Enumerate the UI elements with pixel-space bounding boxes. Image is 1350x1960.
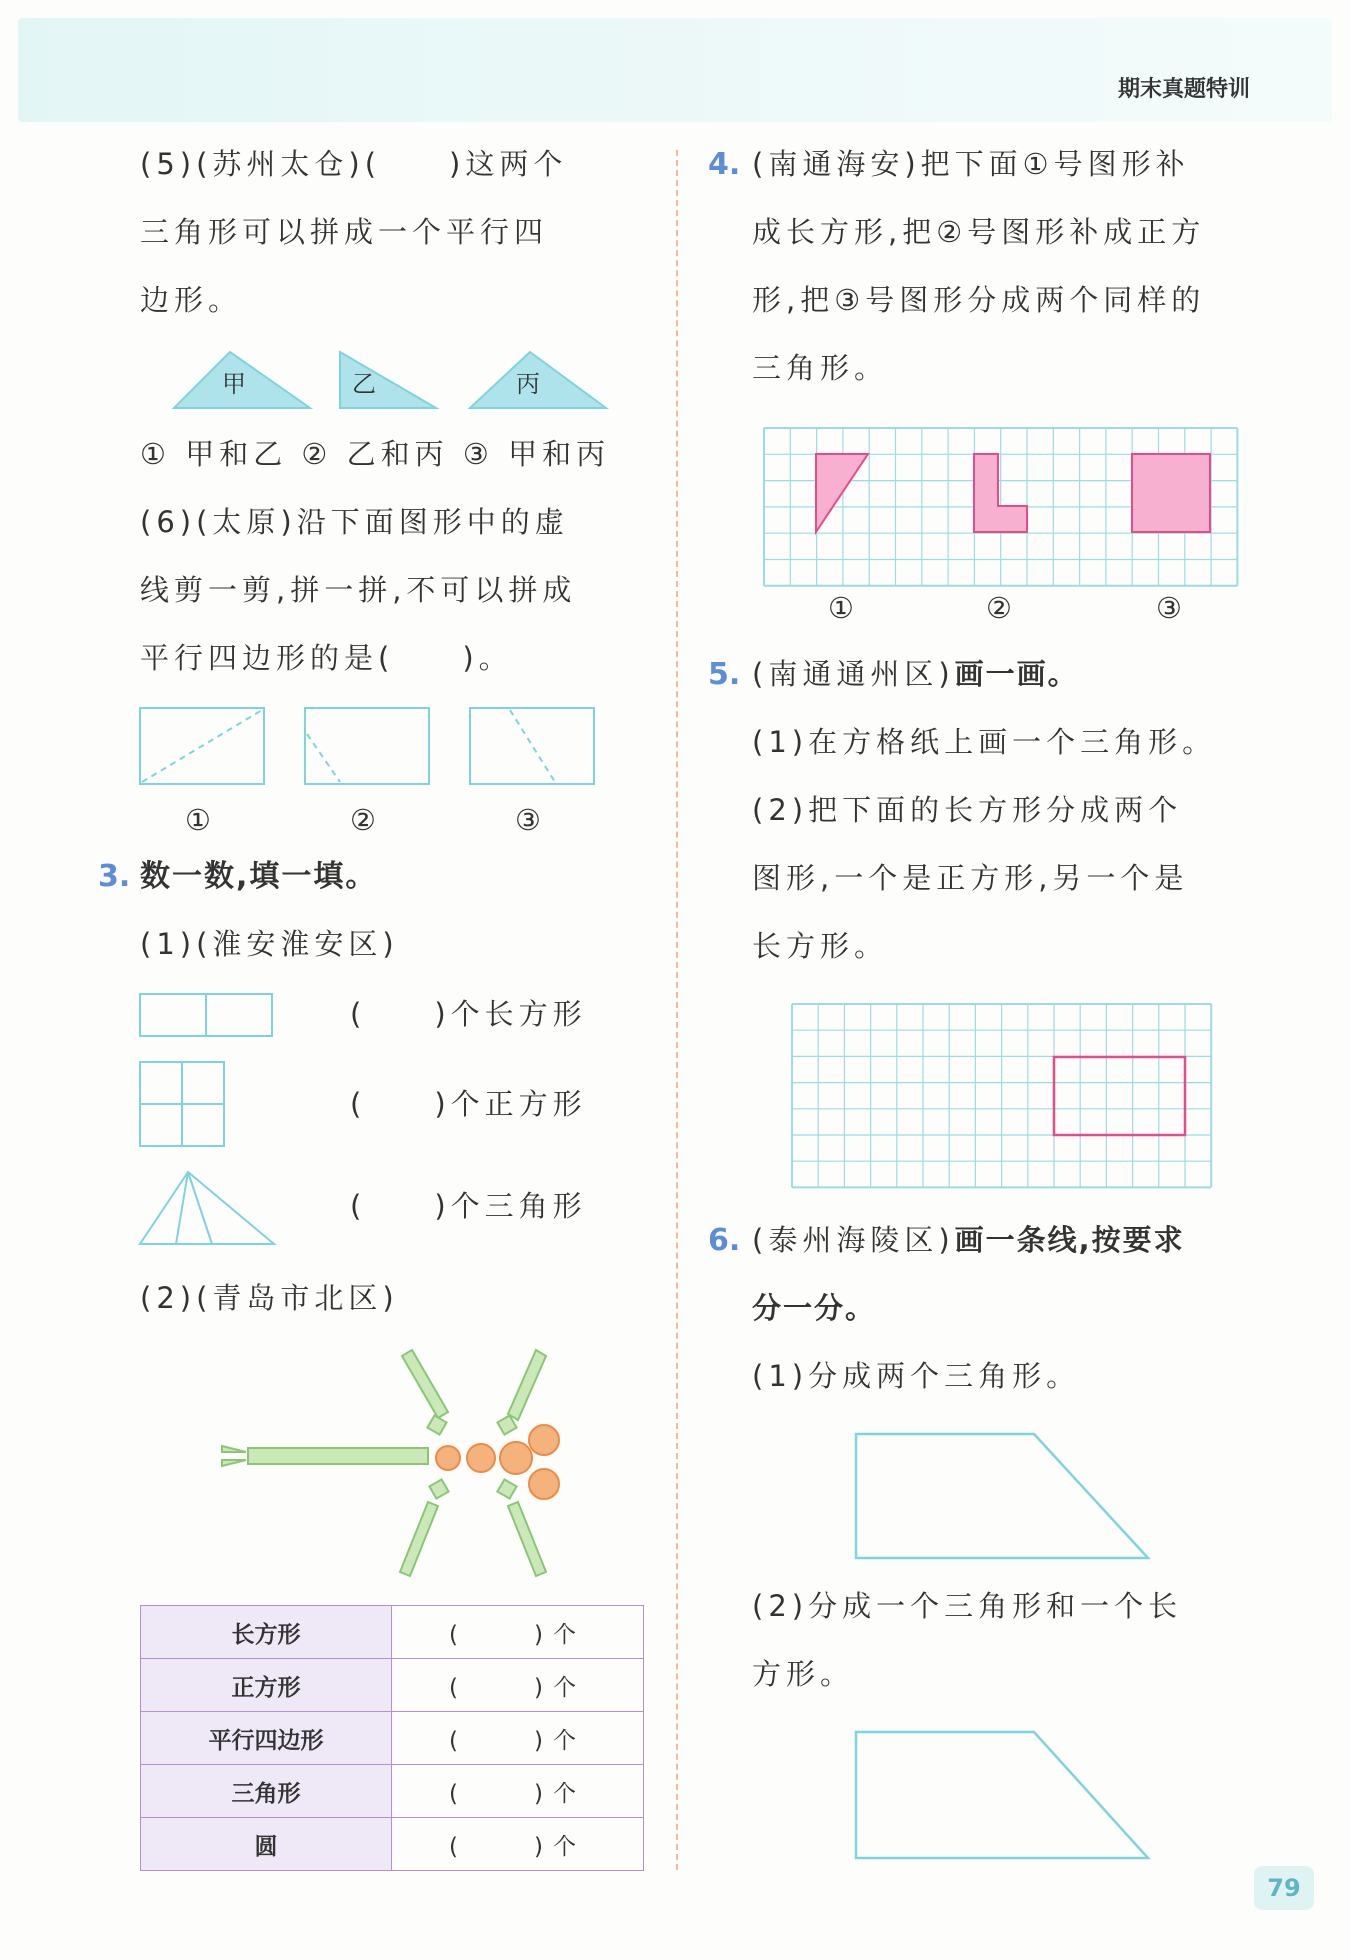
q6r-sub2-line-1: (2)分成一个三角形和一个长	[752, 1589, 1183, 1623]
q5-line-2: 三角形可以拼成一个平行四	[140, 215, 549, 249]
q3-title: 数一数,填一填。	[140, 859, 378, 894]
q5r-line-4: 长方形。	[752, 929, 889, 963]
q4-label-3: ③	[1156, 591, 1187, 625]
q5-line-3: 边形。	[140, 283, 243, 317]
header-band	[18, 18, 1332, 122]
q6r-title-bold: 画一条线,按要求	[954, 1223, 1185, 1257]
q4-label-1: ①	[828, 591, 859, 625]
q4-label-2: ②	[986, 591, 1017, 625]
q4-line-2: 成长方形,把②号图形补成正方	[752, 215, 1206, 249]
table-value-circle: ( )个	[392, 1818, 644, 1871]
table-value-parallelogram: ( )个	[392, 1712, 644, 1765]
q6-line-2: 线剪一剪,拼一拼,不可以拼成	[140, 573, 577, 607]
q5-options: ① 甲和乙 ② 乙和丙 ③ 甲和丙	[140, 437, 611, 471]
q5r-line-1: (1)在方格纸上画一个三角形。	[752, 725, 1217, 759]
q6r-number: 6.	[708, 1223, 741, 1258]
q3-answer-squares: ( )个正方形	[350, 1087, 587, 1121]
q3-number: 3.	[98, 859, 131, 894]
table-label-square: 正方形	[141, 1659, 392, 1712]
q5r-number: 5.	[708, 657, 741, 692]
q3-answer-triangles: ( )个三角形	[350, 1189, 587, 1223]
q3-answer-rectangles: ( )个长方形	[350, 997, 587, 1031]
triangle-label-yi: 乙	[352, 370, 381, 398]
table-value-square: ( )个	[392, 1659, 644, 1712]
q5r-line-3: 图形,一个是正方形,另一个是	[752, 861, 1189, 895]
q6-label-1: ①	[185, 803, 216, 837]
q5r-grid	[792, 1004, 1212, 1188]
table-row	[141, 1606, 644, 1659]
q6-line-1: (6)(太原)沿下面图形中的虚	[140, 505, 569, 539]
q5r-line-2: (2)把下面的长方形分成两个	[752, 793, 1183, 827]
q6-label-3: ③	[515, 803, 546, 837]
q3-count-table	[140, 1605, 644, 1871]
table-label-circle: 圆	[141, 1818, 392, 1871]
trapezoid-2	[856, 1732, 1148, 1858]
q6r-sub2-line-2: 方形。	[752, 1657, 855, 1691]
q6-line-3: 平行四边形的是( )。	[140, 641, 513, 675]
trapezoid-1	[856, 1434, 1148, 1558]
q6r-title-prefix: (泰州海陵区)	[752, 1223, 955, 1257]
q6r-trapezoids	[0, 0, 1, 1]
q4-number: 4.	[708, 147, 741, 182]
table-label-triangle: 三角形	[141, 1765, 392, 1818]
q4-line-4: 三角形。	[752, 351, 889, 385]
q5r-title-bold: 画一画。	[954, 657, 1079, 691]
table-row	[141, 1818, 644, 1871]
q4-shape-3	[1132, 454, 1210, 532]
q6r-sub1: (1)分成两个三角形。	[752, 1359, 1081, 1393]
q5-line-1: (5)(苏州太仓)( )这两个	[140, 147, 568, 181]
q6-label-2: ②	[350, 803, 381, 837]
table-label-parallelogram: 平行四边形	[141, 1712, 392, 1765]
q3-sub1: (1)(淮安淮安区)	[140, 927, 399, 961]
q5r-title	[752, 657, 1079, 691]
triangle-label-bing: 丙	[516, 370, 545, 398]
q5r-title-prefix: (南通通州区)	[752, 657, 955, 691]
table-value-rectangle: ( )个	[392, 1606, 644, 1659]
q6r-title	[752, 1223, 1185, 1257]
page-header-title: 期末真题特训	[1117, 77, 1250, 102]
q4-line-1: (南通海安)把下面①号图形补	[752, 147, 1190, 181]
q6r-title-line-2: 分一分。	[752, 1291, 877, 1325]
table-row	[141, 1659, 644, 1712]
table-row	[141, 1712, 644, 1765]
column-divider	[676, 150, 678, 1870]
table-row	[141, 1765, 644, 1818]
q3-sub2: (2)(青岛市北区)	[140, 1281, 399, 1315]
table-label-rectangle: 长方形	[141, 1606, 392, 1659]
page-number: 79	[1254, 1866, 1314, 1910]
triangle-label-jia: 甲	[222, 370, 251, 398]
q4-line-3: 形,把③号图形分成两个同样的	[752, 283, 1206, 317]
table-value-triangle: ( )个	[392, 1765, 644, 1818]
